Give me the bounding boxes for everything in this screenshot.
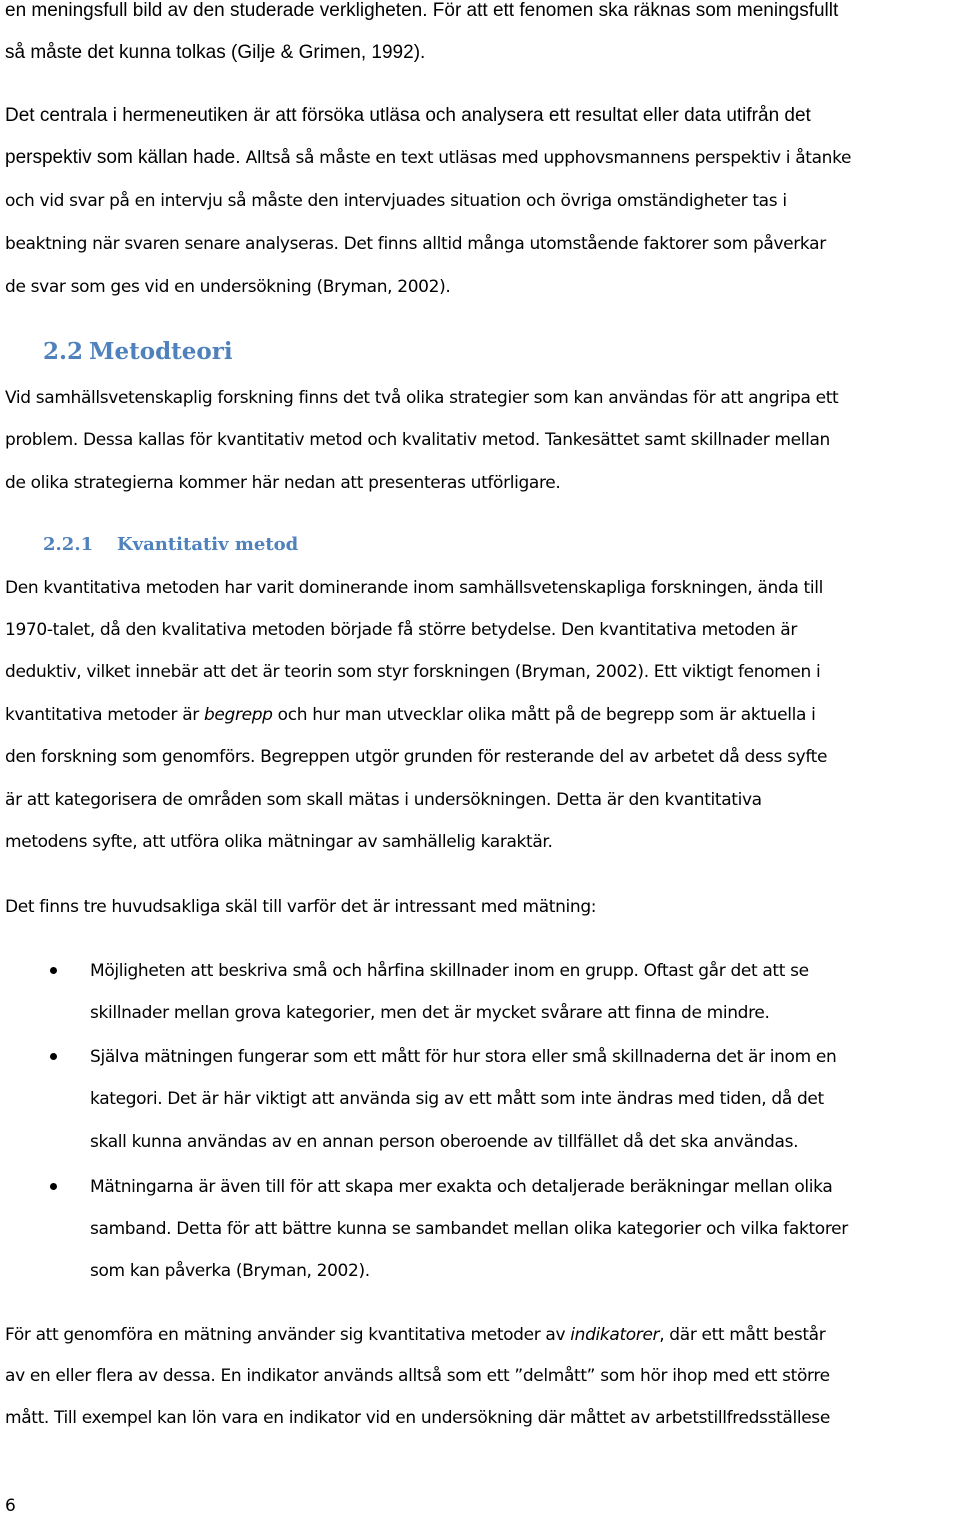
list-item-line: Mätningarna är även till för att skapa mer exakta och detaljerade beräkningar mellan olika: [90, 1177, 833, 1197]
paragraph-line: den forskning som genomförs. Begreppen utgör grunden för resterande del av arbetet då dess syfte: [5, 747, 828, 767]
bullet-icon: [50, 1053, 57, 1060]
emphasis-term: begrepp: [203, 705, 273, 725]
list-item-line: Möjligheten att beskriva små och hårfina skillnader inom en grupp. Oftast går det att se: [90, 961, 809, 981]
bullet-icon: [50, 967, 57, 974]
section-heading: [43, 338, 233, 365]
list-item-line: kategori. Det är här viktigt att använda sig av ett mått som inte ändras med tiden, då det: [90, 1089, 824, 1109]
paragraph-line: de svar som ges vid en undersökning (Bryman, 2002).: [5, 277, 451, 297]
paragraph-line: Det finns tre huvudsakliga skäl till varför det är intressant med mätning:: [5, 897, 597, 917]
paragraph-line: så måste det kunna tolkas (Gilje & Grimen, 1992).: [5, 42, 426, 63]
bullet-icon: [50, 1183, 57, 1190]
section-title: Metodteori: [89, 338, 233, 365]
paragraph-text: För att genomföra en mätning använder sig kvantitativa metoder av: [5, 1325, 571, 1345]
paragraph-line-mixed: [5, 146, 851, 170]
list-item-line: som kan påverka (Bryman, 2002).: [90, 1261, 370, 1281]
list-item-line: skall kunna användas av en annan person oberoende av tillfället då det ska användas.: [90, 1132, 799, 1152]
paragraph-line: Det centrala i hermeneutiken är att försöka utläsa och analysera ett resultat eller data utifrån det: [5, 105, 811, 126]
paragraph-line: Den kvantitativa metoden har varit dominerande inom samhällsvetenskapliga forskningen, ända till: [5, 578, 823, 598]
paragraph-line: Vid samhällsvetenskaplig forskning finns det två olika strategier som kan användas för att angripa ett: [5, 388, 839, 408]
section-number: 2.2: [43, 338, 84, 365]
paragraph-line: deduktiv, vilket innebär att det är teorin som styr forskningen (Bryman, 2002). Ett viktigt fenomen i: [5, 662, 821, 682]
subsection-number: 2.2.1: [43, 534, 94, 555]
emphasis-term: indikatorer: [570, 1325, 660, 1345]
subsection-heading: [43, 534, 298, 555]
paragraph-line: beaktning när svaren senare analyseras. Det finns alltid många utomstående faktorer som påverkar: [5, 234, 826, 254]
paragraph-line: är att kategorisera de områden som skall mätas i undersökningen. Detta är den kvantitativa: [5, 790, 762, 810]
list-item-line: Själva mätningen fungerar som ett mått för hur stora eller små skillnaderna det är inom en: [90, 1047, 837, 1067]
list-item-line: samband. Detta för att bättre kunna se sambandet mellan olika kategorier och vilka faktorer: [90, 1219, 848, 1239]
paragraph-line: 1970-talet, då den kvalitativa metoden började få större betydelse. Den kvantitativa metoden är: [5, 620, 797, 640]
paragraph-line: av en eller flera av dessa. En indikator används alltså som ett ”delmått” som hör ihop med ett större: [5, 1366, 830, 1386]
paragraph-line: de olika strategierna kommer här nedan att presenteras utförligare.: [5, 473, 561, 493]
paragraph-text: Alltså så måste en text utläsas med upphovsmannens perspektiv i åtanke: [240, 148, 852, 168]
paragraph-line: en meningsfull bild av den studerade verkligheten. För att ett fenomen ska räknas som meningsfullt: [5, 0, 839, 21]
paragraph-line: och vid svar på en intervju så måste den intervjuades situation och övriga omständigheter tas i: [5, 191, 787, 211]
paragraph-text: , där ett mått består: [659, 1325, 826, 1345]
paragraph-line-mixed: [5, 1323, 825, 1347]
paragraph-text: perspektiv som källan hade.: [5, 147, 241, 168]
paragraph-text: och hur man utvecklar olika mått på de begrepp som är aktuella i: [272, 705, 816, 725]
paragraph-line: problem. Dessa kallas för kvantitativ metod och kvalitativ metod. Tankesättet samt skillnader mellan: [5, 430, 830, 450]
subsection-title: Kvantitativ metod: [117, 534, 299, 555]
paragraph-line: mått. Till exempel kan lön vara en indikator vid en undersökning där måttet av arbetstillfredsställese: [5, 1408, 830, 1428]
list-item-line: skillnader mellan grova kategorier, men det är mycket svårare att finna de mindre.: [90, 1003, 770, 1023]
paragraph-line: metodens syfte, att utföra olika mätningar av samhällelig karaktär.: [5, 832, 553, 852]
paragraph-line-mixed: [5, 703, 815, 727]
page-number: 6: [5, 1496, 16, 1516]
paragraph-text: kvantitativa metoder är: [5, 705, 204, 725]
